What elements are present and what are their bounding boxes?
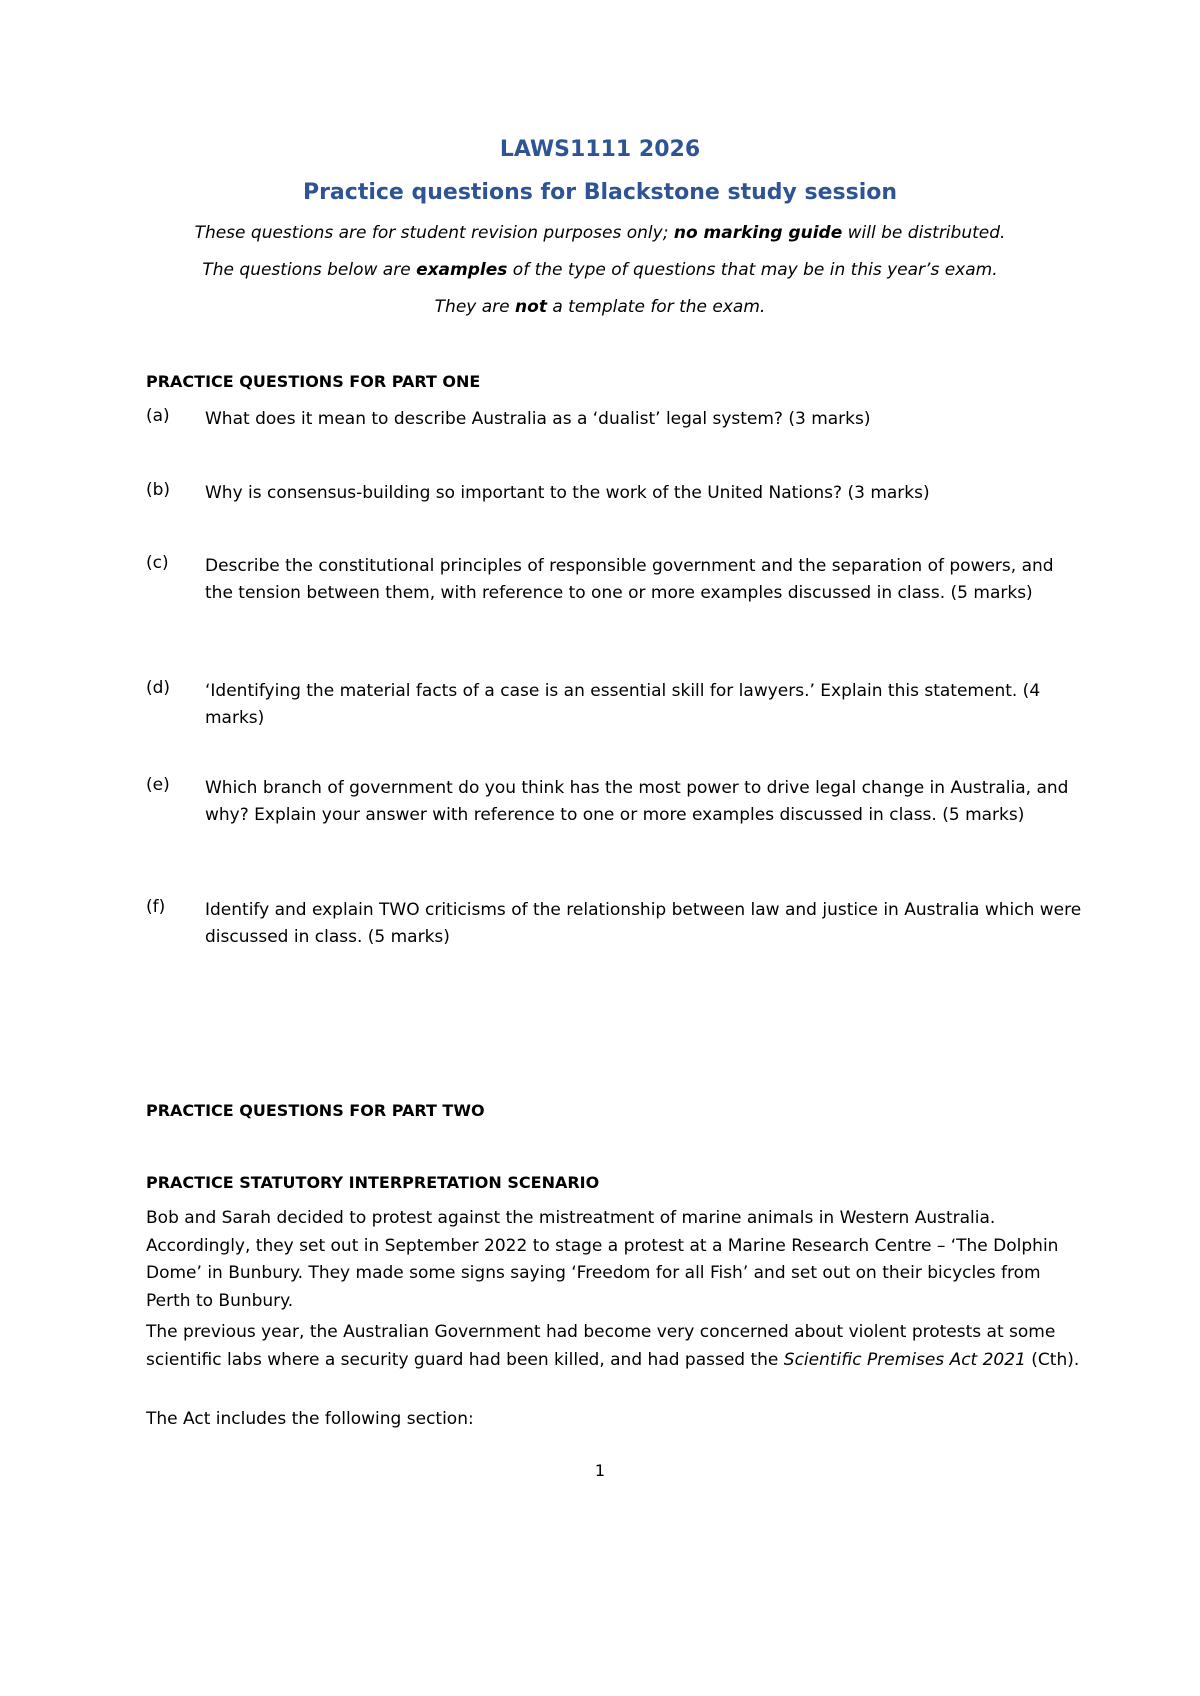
act-title: Scientific Premises Act 2021 [783, 1349, 1026, 1370]
question-label: (a) [146, 406, 170, 426]
question-text: What does it mean to describe Australia as a ‘dualist’ legal system? (3 marks) [205, 409, 871, 429]
intro-line-2 [0, 260, 1200, 280]
question-text: Which branch of government do you think has the most power to drive legal change in Australia, and why? Explain your answer with reference to one or more examples discussed in class. (5 marks) [205, 778, 1069, 825]
document-title: Practice questions for Blackstone study session [302, 180, 898, 205]
question-text: Describe the constitutional principles of responsible government and the separation of powers, and the tension between them, with reference to one or more examples discussed in class. (5 marks) [205, 556, 1054, 603]
intro-line-1-bold: no marking guide [673, 223, 843, 243]
question-text: ‘Identifying the material facts of a case is an essential skill for lawyers.’ Explain this statement. (4 marks) [205, 681, 1041, 728]
intro-line-1 [0, 223, 1200, 243]
part-two-heading: PRACTICE QUESTIONS FOR PART TWO [146, 1101, 485, 1120]
question-label: (e) [146, 775, 170, 795]
part-one-heading: PRACTICE QUESTIONS FOR PART ONE [146, 372, 481, 391]
question-text: Identify and explain TWO criticisms of the relationship between law and justice in Australia which were discussed in class. (5 marks) [205, 900, 1082, 947]
scenario-paragraph-1: Bob and Sarah decided to protest against the mistreatment of marine animals in Western Australia. Accordingly, they set out in September 2022 to stage a protest at a Marine Research Centre – ‘The Dolphin Dome’ in Bunbury. They made some signs saying ‘Freedom for all Fish’ and set out on their bicycles from Perth to Bunbury. [146, 1208, 1059, 1311]
scenario-heading: PRACTICE STATUTORY INTERPRETATION SCENARIO [146, 1173, 600, 1192]
intro-line-3 [0, 297, 1200, 317]
paragraph-2-end: (Cth). [1025, 1349, 1080, 1370]
paragraph-2-text: The previous year, the Australian Government had become very concerned about violent protests at some scientific labs where a security guard had been killed, and had passed the [146, 1322, 1056, 1370]
page-number: 1 [594, 1461, 606, 1480]
question-label: (c) [146, 553, 169, 573]
intro-line-1-text: These questions are for student revision purposes only; [194, 223, 674, 243]
question-label: (b) [146, 480, 171, 500]
question-label: (f) [146, 897, 166, 917]
intro-line-2-end: of the type of questions that may be in this year’s exam. [507, 260, 998, 280]
intro-line-3-text: They are [434, 297, 516, 317]
intro-line-3-end: a template for the exam. [546, 297, 766, 317]
intro-line-1-end: will be distributed. [842, 223, 1006, 243]
intro-line-2-bold: examples [416, 260, 508, 280]
intro-line-3-bold: not [515, 297, 547, 317]
intro-line-2-text: The questions below are [202, 260, 417, 280]
scenario-paragraph-2 [146, 1319, 1086, 1374]
scenario-paragraph-3: The Act includes the following section: [146, 1409, 474, 1429]
question-label: (d) [146, 678, 171, 698]
question-text: Why is consensus-building so important to the work of the United Nations? (3 marks) [205, 483, 930, 503]
course-code: LAWS1111 2026 [499, 137, 701, 162]
